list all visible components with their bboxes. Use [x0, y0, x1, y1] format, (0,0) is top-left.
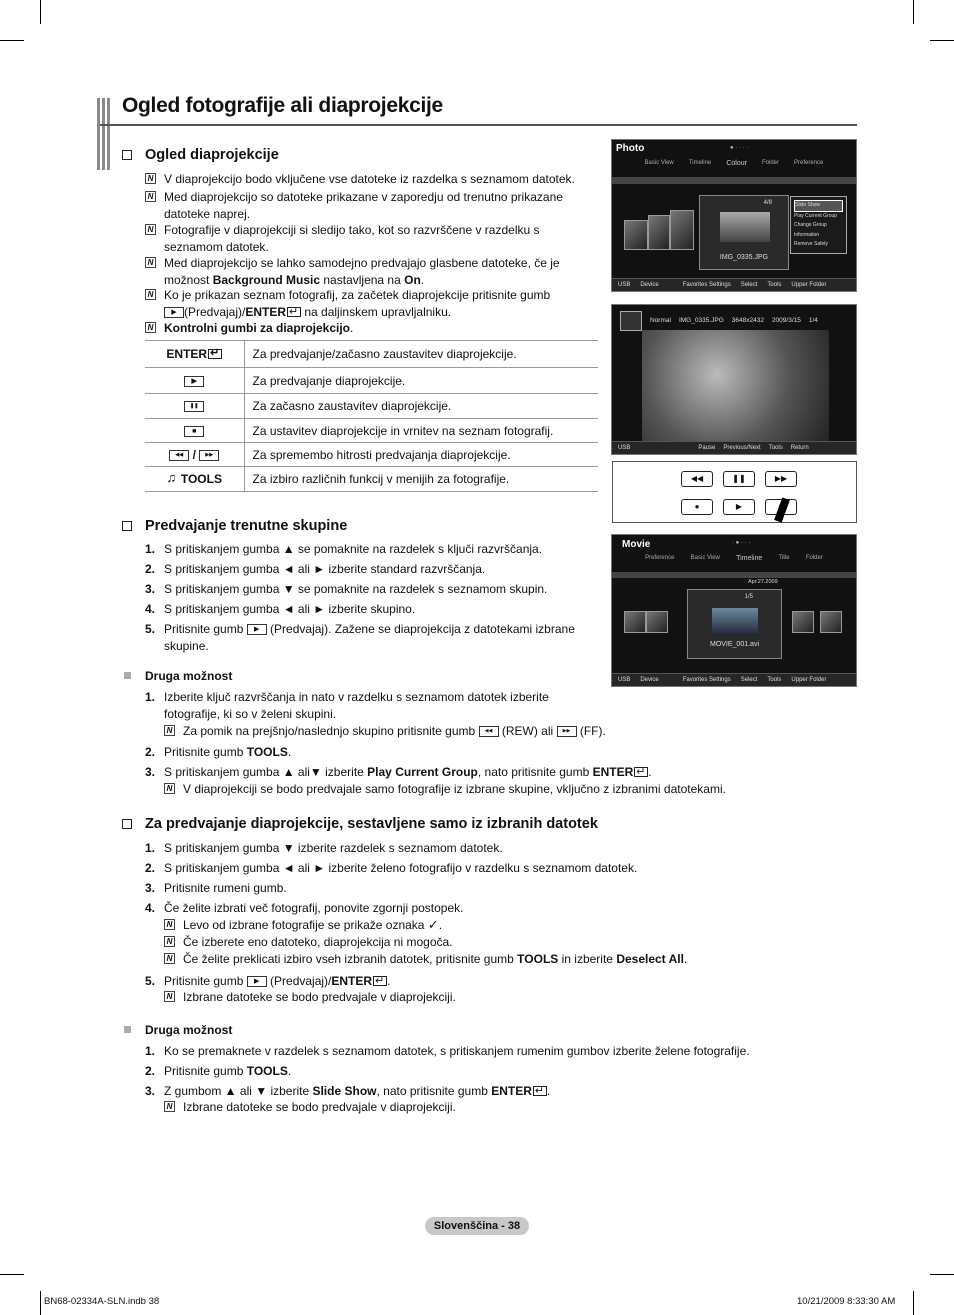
list-item: 1. Izberite ključ razvrščanja in nato v razdelku s seznamom datotek izberite fotografije, ki so v želeni skupini.	[145, 690, 549, 721]
play-icon: ▶	[723, 499, 755, 515]
note-icon: N	[164, 919, 175, 930]
slideshow-icon	[620, 311, 642, 331]
rewind-icon: ◀◀	[681, 471, 713, 487]
note-icon: N	[145, 289, 156, 300]
list-item: 5. Pritisnite gumb ▶ (Predvajaj)/ENTER↵ .	[145, 973, 600, 990]
list-item: 1. S pritiskanjem gumba ▲ se pomaknite na razdelek s ključi razvrščanja.	[145, 542, 543, 556]
play-icon	[247, 976, 267, 987]
record-icon: ●	[681, 499, 713, 515]
menu-item-slide-show[interactable]: Slide Show	[794, 200, 843, 212]
tab-timeline: Timeline	[736, 555, 763, 562]
note-icon: N	[164, 1101, 175, 1112]
footer-file: BN68-02334A-SLN.indb 38	[44, 1296, 160, 1307]
note: N V diaprojekciji se bodo predvajale samo fotografije iz izbrane skupine, vključno z izbranimi datotekami.	[164, 781, 784, 798]
tools-icon	[167, 473, 178, 484]
screen-title: Photo	[616, 143, 645, 154]
list-item: 3. S pritiskanjem gumba ▼ se pomaknite na razdelek s seznamom skupin.	[145, 582, 548, 596]
menu-item-remove-safely[interactable]: Remove Safely	[794, 241, 828, 247]
pause-icon	[184, 401, 204, 412]
list-item: 4. Če želite izbrati več fotografij, ponovite zgornji postopek.	[145, 901, 464, 915]
list-item: 2. Pritisnite gumb TOOLS.	[145, 1064, 292, 1078]
footer-date: 10/21/2009 8:33:30 AM	[797, 1296, 896, 1307]
table-row: ▶ Za predvajanje diaprojekcije.	[145, 368, 598, 394]
tab-folder: Folder	[805, 555, 823, 561]
note: N Fotografije v diaprojekciji si sledijo tako, kot so razvrščene v razdelku s seznamom datotek.	[145, 222, 590, 255]
list-item: 2. S pritiskanjem gumba ◄ ali ► izberite želeno fotografijo v razdelku s seznamom datotek.	[145, 861, 638, 875]
note-icon: N	[164, 783, 175, 794]
checkbox-icon	[122, 819, 132, 829]
enter-icon	[634, 767, 648, 777]
menu-item-information[interactable]: Information	[794, 231, 820, 238]
section-heading-slideshow: Ogled diaprojekcije	[122, 147, 279, 163]
tab-preference: Preference	[645, 555, 675, 561]
movie-thumbnail	[820, 611, 842, 633]
enter-icon	[287, 307, 301, 317]
rewind-icon	[169, 450, 189, 461]
tab-preference: Preference	[794, 160, 824, 166]
photo-thumbnail	[624, 220, 648, 250]
photo-thumbnail	[670, 210, 694, 250]
list-item: 2. S pritiskanjem gumba ◄ ali ► izberite standard razvrščanja.	[145, 562, 486, 576]
list-item: 3. Pritisnite rumeni gumb.	[145, 881, 287, 895]
subheading-other-option: Druga možnost	[124, 1023, 232, 1037]
note: N Med diaprojekcijo se lahko samodejno predvajajo glasbene datoteke, če je možnost Background Music nastavljena na On.	[145, 255, 590, 288]
play-icon	[164, 307, 184, 318]
note-icon: N	[145, 191, 156, 202]
tab-folder: Folder	[761, 160, 779, 166]
list-item: 1. Ko se premaknete v razdelek s seznamom datotek, s pritiskanjem rumenim gumbov izberite želene fotografije.	[145, 1044, 750, 1058]
movie-thumbnail	[624, 611, 646, 633]
table-row: ♫ TOOLS Za izbiro različnih funkcij v menijih za fotografije.	[145, 467, 598, 492]
title-rule	[100, 124, 857, 126]
list-item: 2. Pritisnite gumb TOOLS.	[145, 745, 292, 759]
list-item: 5. Pritisnite gumb ▶ (Predvajaj). Zažene se diaprojekcija z datotekami izbrane skupine.	[145, 621, 590, 654]
table-row: ■ Za ustavitev diaprojekcije in vrnitev na seznam fotografij.	[145, 419, 598, 443]
tab-colour: Colour	[726, 160, 747, 167]
table-row: ◀◀ / ▶▶ Za spremembo hitrosti predvajanja diaprojekcije.	[145, 443, 598, 467]
note-icon: N	[164, 936, 175, 947]
section-heading-current-group: Predvajanje trenutne skupine	[122, 518, 347, 534]
photo-thumbnail	[648, 215, 670, 250]
enter-icon	[208, 349, 222, 359]
movie-browser-screen: Movie · ● · · · Preference Basic View Timeline Title Folder Apr.27.2009 1/5 MOVIE_001.avi USB Device Favorites Settings Select Tools Upper Folder	[611, 534, 857, 687]
subheading-other-option: Druga možnost	[124, 669, 232, 683]
fast-forward-icon	[199, 450, 219, 461]
note: N Izbrane datoteke se bodo predvajale v diaprojekciji.	[164, 989, 644, 1006]
photo-preview	[720, 212, 770, 242]
section-heading-selected-files: Za predvajanje diaprojekcije, sestavljene samo iz izbranih datotek	[122, 816, 598, 832]
tab-basic-view: Basic View	[644, 160, 674, 166]
note-icon: N	[145, 173, 156, 184]
note-icon: N	[164, 725, 175, 736]
note-icon: N	[145, 224, 156, 235]
list-item: 4. S pritiskanjem gumba ◄ ali ► izberite skupino.	[145, 602, 416, 616]
note-icon: N	[145, 257, 156, 268]
tools-menu	[790, 196, 847, 254]
list-item: 1. S pritiskanjem gumba ▼ izberite razdelek s seznamom datotek.	[145, 841, 503, 855]
enter-icon	[373, 976, 387, 986]
pause-icon: ❚❚	[723, 471, 755, 487]
checkbox-icon	[122, 521, 132, 531]
play-icon	[247, 624, 267, 635]
note: N Med diaprojekcijo so datoteke prikazane v zaporedju od trenutno prikazane datoteke naprej.	[145, 189, 590, 222]
focused-photo: 4/8 IMG_0335.JPG	[699, 195, 789, 270]
enter-icon	[533, 1086, 547, 1096]
page-title: Ogled fotografije ali diaprojekcije	[122, 94, 443, 117]
remote-control-illustration	[612, 461, 857, 523]
table-row: ❚❚ Za začasno zaustavitev diaprojekcije.	[145, 394, 598, 419]
checkbox-icon	[122, 150, 132, 160]
tab-basic-view: Basic View	[690, 555, 720, 561]
note-icon: N	[164, 953, 175, 964]
note: N Levo od izbrane fotografije se prikaže oznaka ✓.	[164, 917, 644, 934]
note: N Izbrane datoteke se bodo predvajale v diaprojekciji.	[164, 1099, 644, 1116]
note-icon: N	[145, 322, 156, 333]
note: N Kontrolni gumbi za diaprojekcijo.	[145, 320, 590, 337]
table-row: ENTER↵ Za predvajanje/začasno zaustavitev diaprojekcije.	[145, 341, 598, 368]
fast-forward-icon	[557, 726, 577, 737]
note: N Če želite preklicati izbiro vseh izbranih datotek, pritisnite gumb TOOLS in izberite Deselect All.	[164, 951, 724, 968]
date-bar	[612, 572, 857, 578]
screen-title: Movie	[622, 539, 651, 550]
movie-preview	[712, 608, 758, 636]
stop-icon	[184, 426, 204, 437]
menu-item-play-current-group[interactable]: Play Current Group	[794, 212, 838, 219]
menu-item-change-group[interactable]: Change Group	[794, 222, 827, 228]
group-bar	[612, 177, 857, 184]
play-icon	[184, 376, 204, 387]
note: N Ko je prikazan seznam fotografij, za začetek diaprojekcije pritisnite gumb ▶(Predvajaj)/ENTER↵ na daljinskem upravljalniku.	[145, 287, 590, 320]
slideshow-photo	[642, 330, 829, 442]
note: N Za pomik na prejšnjo/naslednjo skupino pritisnite gumb ◀◀ (REW) ali ▶▶ (FF).	[164, 723, 644, 740]
list-item: 3. S pritiskanjem gumba ▲ ali▼ izberite Play Current Group, nato pritisnite gumb ENTER↵ .	[145, 764, 705, 781]
list-item: 3. Z gumbom ▲ ali ▼ izberite Slide Show, nato pritisnite gumb ENTER↵ .	[145, 1083, 705, 1100]
movie-thumbnail	[792, 611, 814, 633]
tab-title: Title	[778, 555, 790, 561]
control-buttons-table	[145, 340, 598, 492]
note: N V diaprojekcijo bodo vključene vse datoteke iz razdelka s seznamom datotek.	[145, 171, 590, 188]
fast-forward-icon: ▶▶	[765, 471, 797, 487]
movie-thumbnail	[646, 611, 668, 633]
checkmark-icon: ✓	[427, 917, 439, 932]
page-number-label: Slovenščina - 38	[425, 1217, 529, 1235]
focused-movie: 1/5 MOVIE_001.avi	[687, 589, 782, 659]
note-icon: N	[164, 991, 175, 1002]
photo-browser-screen: Photo ● · · · · Basic View Timeline Colour Folder Preference 4/8 IMG_0335.JPG Slide Show Play Current Group Change Group Information Remove Safely USB Device Favorites Settings Select Tools Upper Folder	[611, 139, 857, 292]
rewind-icon	[479, 726, 499, 737]
slideshow-screen: Normal IMG_0335.JPG 3648x2432 2009/3/15 1/4 USB Pause Previous/Next Tools Return	[611, 304, 857, 455]
note: N Če izberete eno datoteko, diaprojekcija ni mogoča.	[164, 934, 644, 951]
tab-timeline: Timeline	[688, 160, 712, 166]
